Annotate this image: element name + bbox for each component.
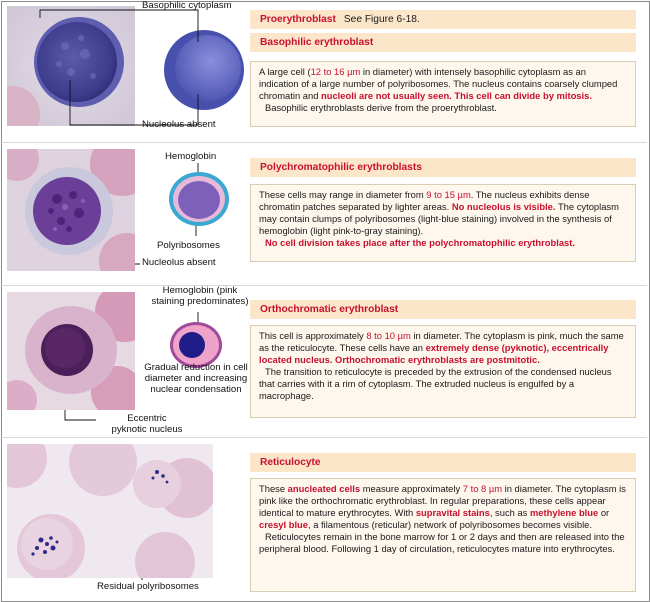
- size-highlight: 9 to 15 µm: [426, 189, 471, 200]
- orthochromatic-header: Orthochromatic erythroblast: [250, 300, 636, 319]
- orthochromatic-description: [250, 325, 636, 418]
- orthochromatic-paragraph: [259, 330, 627, 366]
- key-term: cresyl blue: [259, 519, 308, 530]
- label-eccentric-nucleus: [92, 413, 202, 435]
- label-polyribosomes: Polyribosomes: [157, 240, 220, 251]
- polychromatophilic-key-point: No cell division takes place after the polychromatophilic erythroblast.: [265, 237, 575, 248]
- basophilic-diagram: [162, 20, 246, 120]
- proerythroblast-title: Proerythroblast: [260, 14, 336, 25]
- polychromatophilic-micrograph: [7, 149, 135, 271]
- label-basophilic-cytoplasm: Basophilic cytoplasm: [142, 0, 232, 11]
- text: , a filamentous (reticular) network of polyribosomes becomes visible.: [308, 519, 592, 530]
- label-line: Eccentric: [127, 413, 167, 424]
- basophilic-paragraph: [259, 66, 627, 102]
- basophilic-paragraph-2: Basophilic erythroblasts derive from the proerythroblast.: [265, 102, 497, 113]
- label-hemoglobin: Hemoglobin: [165, 151, 217, 162]
- text: . The nucleus exhibits dense chromatin patches separated by lighter areas.: [259, 189, 590, 212]
- text: , such as: [489, 507, 530, 518]
- text: A large cell (: [259, 66, 311, 77]
- basophilic-description: [250, 61, 636, 127]
- see-figure-ref: See Figure 6-18.: [343, 14, 420, 25]
- basophilic-header: Basophilic erythroblast: [250, 33, 636, 52]
- key-term: supravital stains: [415, 507, 490, 518]
- reticulocyte-paragraph: [259, 483, 627, 531]
- text: in diameter) with intensely basophilic cytoplasm as an indication of a large number of polyribosomes. The nucleus contains coarsely clumped chromatin and: [259, 66, 618, 101]
- label-nucleolus-absent: Nucleolus absent: [142, 119, 216, 130]
- polychromatophilic-diagram: [161, 170, 237, 228]
- reticulocyte-header: Reticulocyte: [250, 453, 636, 472]
- reticulocyte-description: [250, 478, 636, 592]
- label-hemoglobin-pink: [150, 285, 250, 307]
- key-point: nucleoli are not usually seen. This cell can divide by mitosis.: [321, 90, 592, 101]
- label-line: pyknotic nucleus: [111, 424, 183, 435]
- polychromatophilic-paragraph: [259, 189, 627, 237]
- key-point: extremely dense (pyknotic), eccentrically located nucleus. Orthochromatic erythroblasts are postmitotic.: [259, 342, 609, 365]
- key-term: anucleated cells: [287, 483, 361, 494]
- text: The cytoplasm may contain clumps of polyribosomes (light-blue staining) involved in the synthesis of hemoglobin (light pink-to-gray staining).: [259, 201, 619, 236]
- text: This cell is approximately: [259, 330, 367, 341]
- label-line: diameter and increasing: [144, 373, 248, 384]
- label-line: nuclear condensation: [150, 384, 242, 395]
- basophilic-micrograph: [7, 6, 135, 126]
- label-gradual-reduction: [143, 362, 249, 395]
- size-highlight: 7 to 8 µm: [462, 483, 503, 494]
- label-line: staining predominates): [151, 296, 249, 307]
- label-line: Hemoglobin (pink: [162, 285, 238, 296]
- polychromatophilic-description: [250, 184, 636, 262]
- size-highlight: 8 to 10 µm: [366, 330, 411, 341]
- orthochromatic-micrograph: [7, 292, 135, 410]
- orthochromatic-paragraph-2: The transition to reticulocyte is preceded by the extrusion of the condensed nucleus that carries with it a rim of cytoplasm. The extruded nucleus is engulfed by a macrophage.: [259, 366, 612, 401]
- polychromatophilic-header: Polychromatophilic erythroblasts: [250, 158, 636, 177]
- row-separator: [0, 285, 647, 286]
- key-term: methylene blue: [529, 507, 599, 518]
- size-highlight: 12 to 16 µm: [310, 66, 361, 77]
- label-line: Gradual reduction in cell: [144, 362, 248, 373]
- text: in diameter. The cytoplasm is pink like the orthochromatic erythroblast. In regular preparations, these cells appear identical to mature erythrocytes. With: [259, 483, 626, 518]
- text: These cells may range in diameter from: [259, 189, 427, 200]
- row-separator: [0, 142, 647, 143]
- reticulocyte-micrograph: [7, 444, 213, 578]
- text: in diameter. The cytoplasm is pink, much the same as the reticulocyte. These cells have an: [259, 330, 624, 353]
- label-residual-polyribosomes: Residual polyribosomes: [97, 581, 199, 592]
- row-separator: [0, 437, 647, 438]
- text: or: [598, 507, 610, 518]
- label-nucleolus-absent-2: Nucleolus absent: [142, 257, 216, 268]
- key-point: No nucleolus is visible.: [451, 201, 556, 212]
- proerythroblast-header: [250, 10, 636, 29]
- text: measure approximately: [360, 483, 463, 494]
- reticulocyte-paragraph-2: Reticulocytes remain in the bone marrow for 1 or 2 days and then are released into the peripheral blood. Following 1 day of circulation, reticulocytes mature into erythrocytes.: [259, 531, 625, 554]
- text: These: [259, 483, 288, 494]
